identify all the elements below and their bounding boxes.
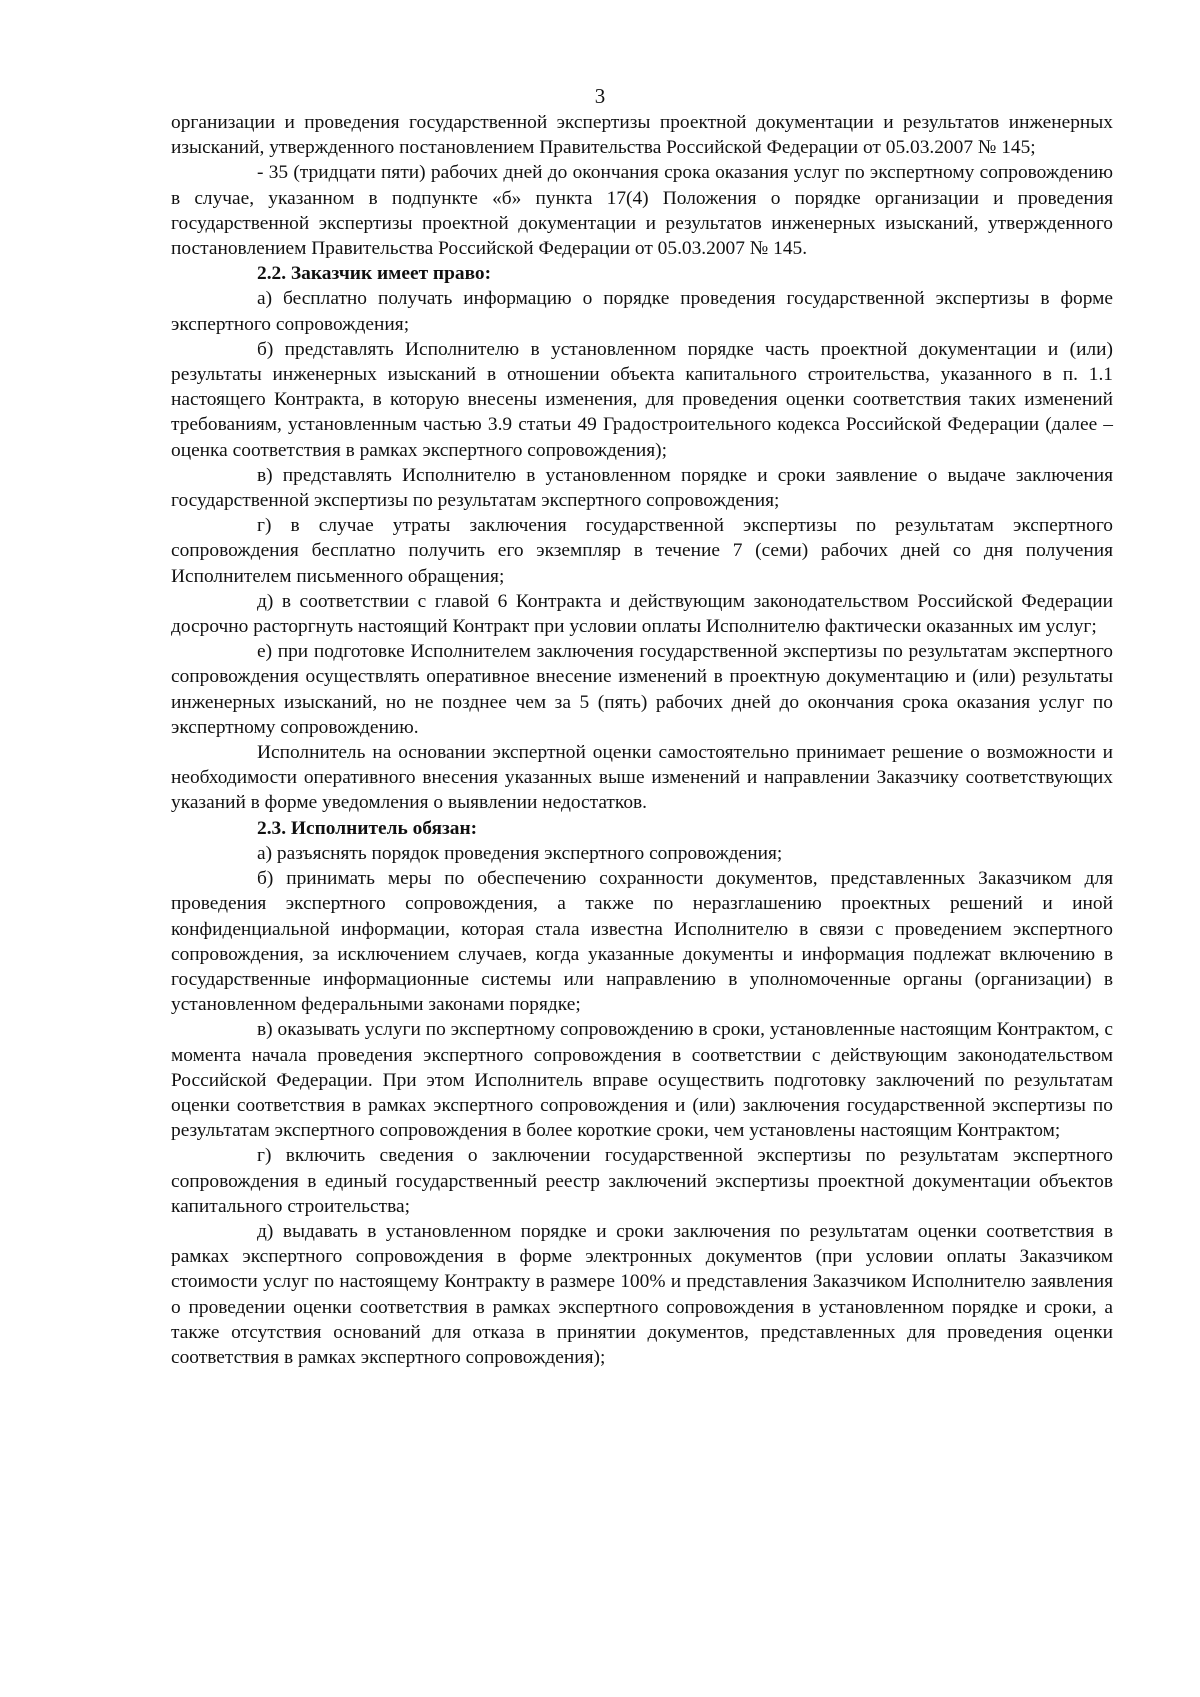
paragraph-2-2-g: г) в случае утраты заключения государственной экспертизы по результатам экспертного сопровождения бесплатно получить его экземпляр в течение 7 (семи) рабочих дней со дня получения Исполнителем письменного обращения; <box>171 515 1113 587</box>
paragraph-2-2-b: б) представлять Исполнителю в установленном порядке часть проектной документации и (или) результаты инженерных изысканий в отношении объекта капитального строительства, указанного в п. 1.1 настоящего Контракта, в которую внесены изменения, для проведения оценки соответствия таких изменений требованиям, установленным частью 3.9 статьи 49 Градостроительного кодекса Российской Федерации (далее – оценка соответствия в рамках экспертного сопровождения); <box>171 338 1113 461</box>
paragraph-continuation: организации и проведения государственной экспертизы проектной документации и результатов инженерных изысканий, утвержденного постановлением Правительства Российской Федерации от 05.03.2007 № 145; <box>171 112 1113 159</box>
paragraph-2-3-a: а) разъяснять порядок проведения экспертного сопровождения; <box>257 842 783 864</box>
paragraph-2-3-v: в) оказывать услуги по экспертному сопровождению в сроки, установленные настоящим Контрактом, с момента начала проведения экспертного сопровождения в соответствии с действующим законодательством Российской Федерации. При этом Исполнитель вправе осуществить подготовку заключений по результатам оценки соответствия в рамках экспертного сопровождения и (или) заключения государственной экспертизы по результатам экспертного сопровождения в более короткие сроки, чем установлены настоящим Контрактом; <box>171 1019 1113 1142</box>
document-body <box>171 110 1113 1370</box>
paragraph-2-2-d: д) в соответствии с главой 6 Контракта и действующим законодательством Российской Федерации досрочно расторгнуть настоящий Контракт при условии оплаты Исполнителю фактически оказанных им услуг; <box>171 590 1113 638</box>
paragraph-2-2-e: е) при подготовке Исполнителем заключения государственной экспертизы по результатам экспертного сопровождения осуществлять оперативное внесение изменений в проектную документацию и (или) результаты инженерных изысканий, но не позднее чем за 5 (пять) рабочих дней до окончания срока оказания услуг по экспертному сопровождению. <box>171 641 1113 738</box>
paragraph-2-3-d: д) выдавать в установленном порядке и сроки заключения по результатам оценки соответствия в рамках экспертного сопровождения в форме электронных документов (при условии оплаты Заказчиком стоимости услуг по настоящему Контракту в размере 100% и представления Заказчиком Исполнителю заявления о проведении оценки соответствия в рамках экспертного сопровождения в установленном порядке и сроки, а также отсутствия оснований для отказа в принятии документов, представленных для проведения оценки соответствия в рамках экспертного сопровождения); <box>171 1220 1113 1368</box>
paragraph-2-3-b: б) принимать меры по обеспечению сохранности документов, представленных Заказчиком для проведения экспертного сопровождения, а также по неразглашению проектных решений и иной конфиденциальной информации, которая стала известна Исполнителю в связи с проведением экспертного сопровождения, за исключением случаев, когда указанные документы и информация подлежат включению в государственные информационные системы или направлению в уполномоченные органы (организации) в установленном федеральными законами порядке; <box>171 868 1113 1016</box>
section-heading-2-2: 2.2. Заказчик имеет право: <box>257 263 492 285</box>
paragraph-2-3-g: г) включить сведения о заключении государственной экспертизы по результатам экспертного сопровождения в единый государственный реестр заключений экспертизы проектной документации объектов капитального строительства; <box>171 1145 1113 1217</box>
paragraph-2-2-a: а) бесплатно получать информацию о порядке проведения государственной экспертизы в форме экспертного сопровождения; <box>171 288 1113 335</box>
paragraph-deadline-35-days: - 35 (тридцати пяти) рабочих дней до окончания срока оказания услуг по экспертному сопровождению в случае, указанном в подпункте «б» пункта 17(4) Положения о порядке организации и проведения государственной экспертизы проектной документации и результатов инженерных изысканий, утвержденного постановлением Правительства Российской Федерации от 05.03.2007 № 145. <box>171 162 1113 260</box>
section-heading-2-3: 2.3. Исполнитель обязан: <box>257 817 478 839</box>
paragraph-executor-assessment: Исполнитель на основании экспертной оценки самостоятельно принимает решение о возможности и необходимости оперативного внесения указанных выше изменений и направлении Заказчику соответствующих указаний в форме уведомления о выявлении недостатков. <box>171 742 1113 814</box>
page-number: 3 <box>594 84 606 108</box>
paragraph-2-2-v: в) представлять Исполнителю в установленном порядке и сроки заявление о выдаче заключения государственной экспертизы по результатам экспертного сопровождения; <box>171 464 1113 512</box>
